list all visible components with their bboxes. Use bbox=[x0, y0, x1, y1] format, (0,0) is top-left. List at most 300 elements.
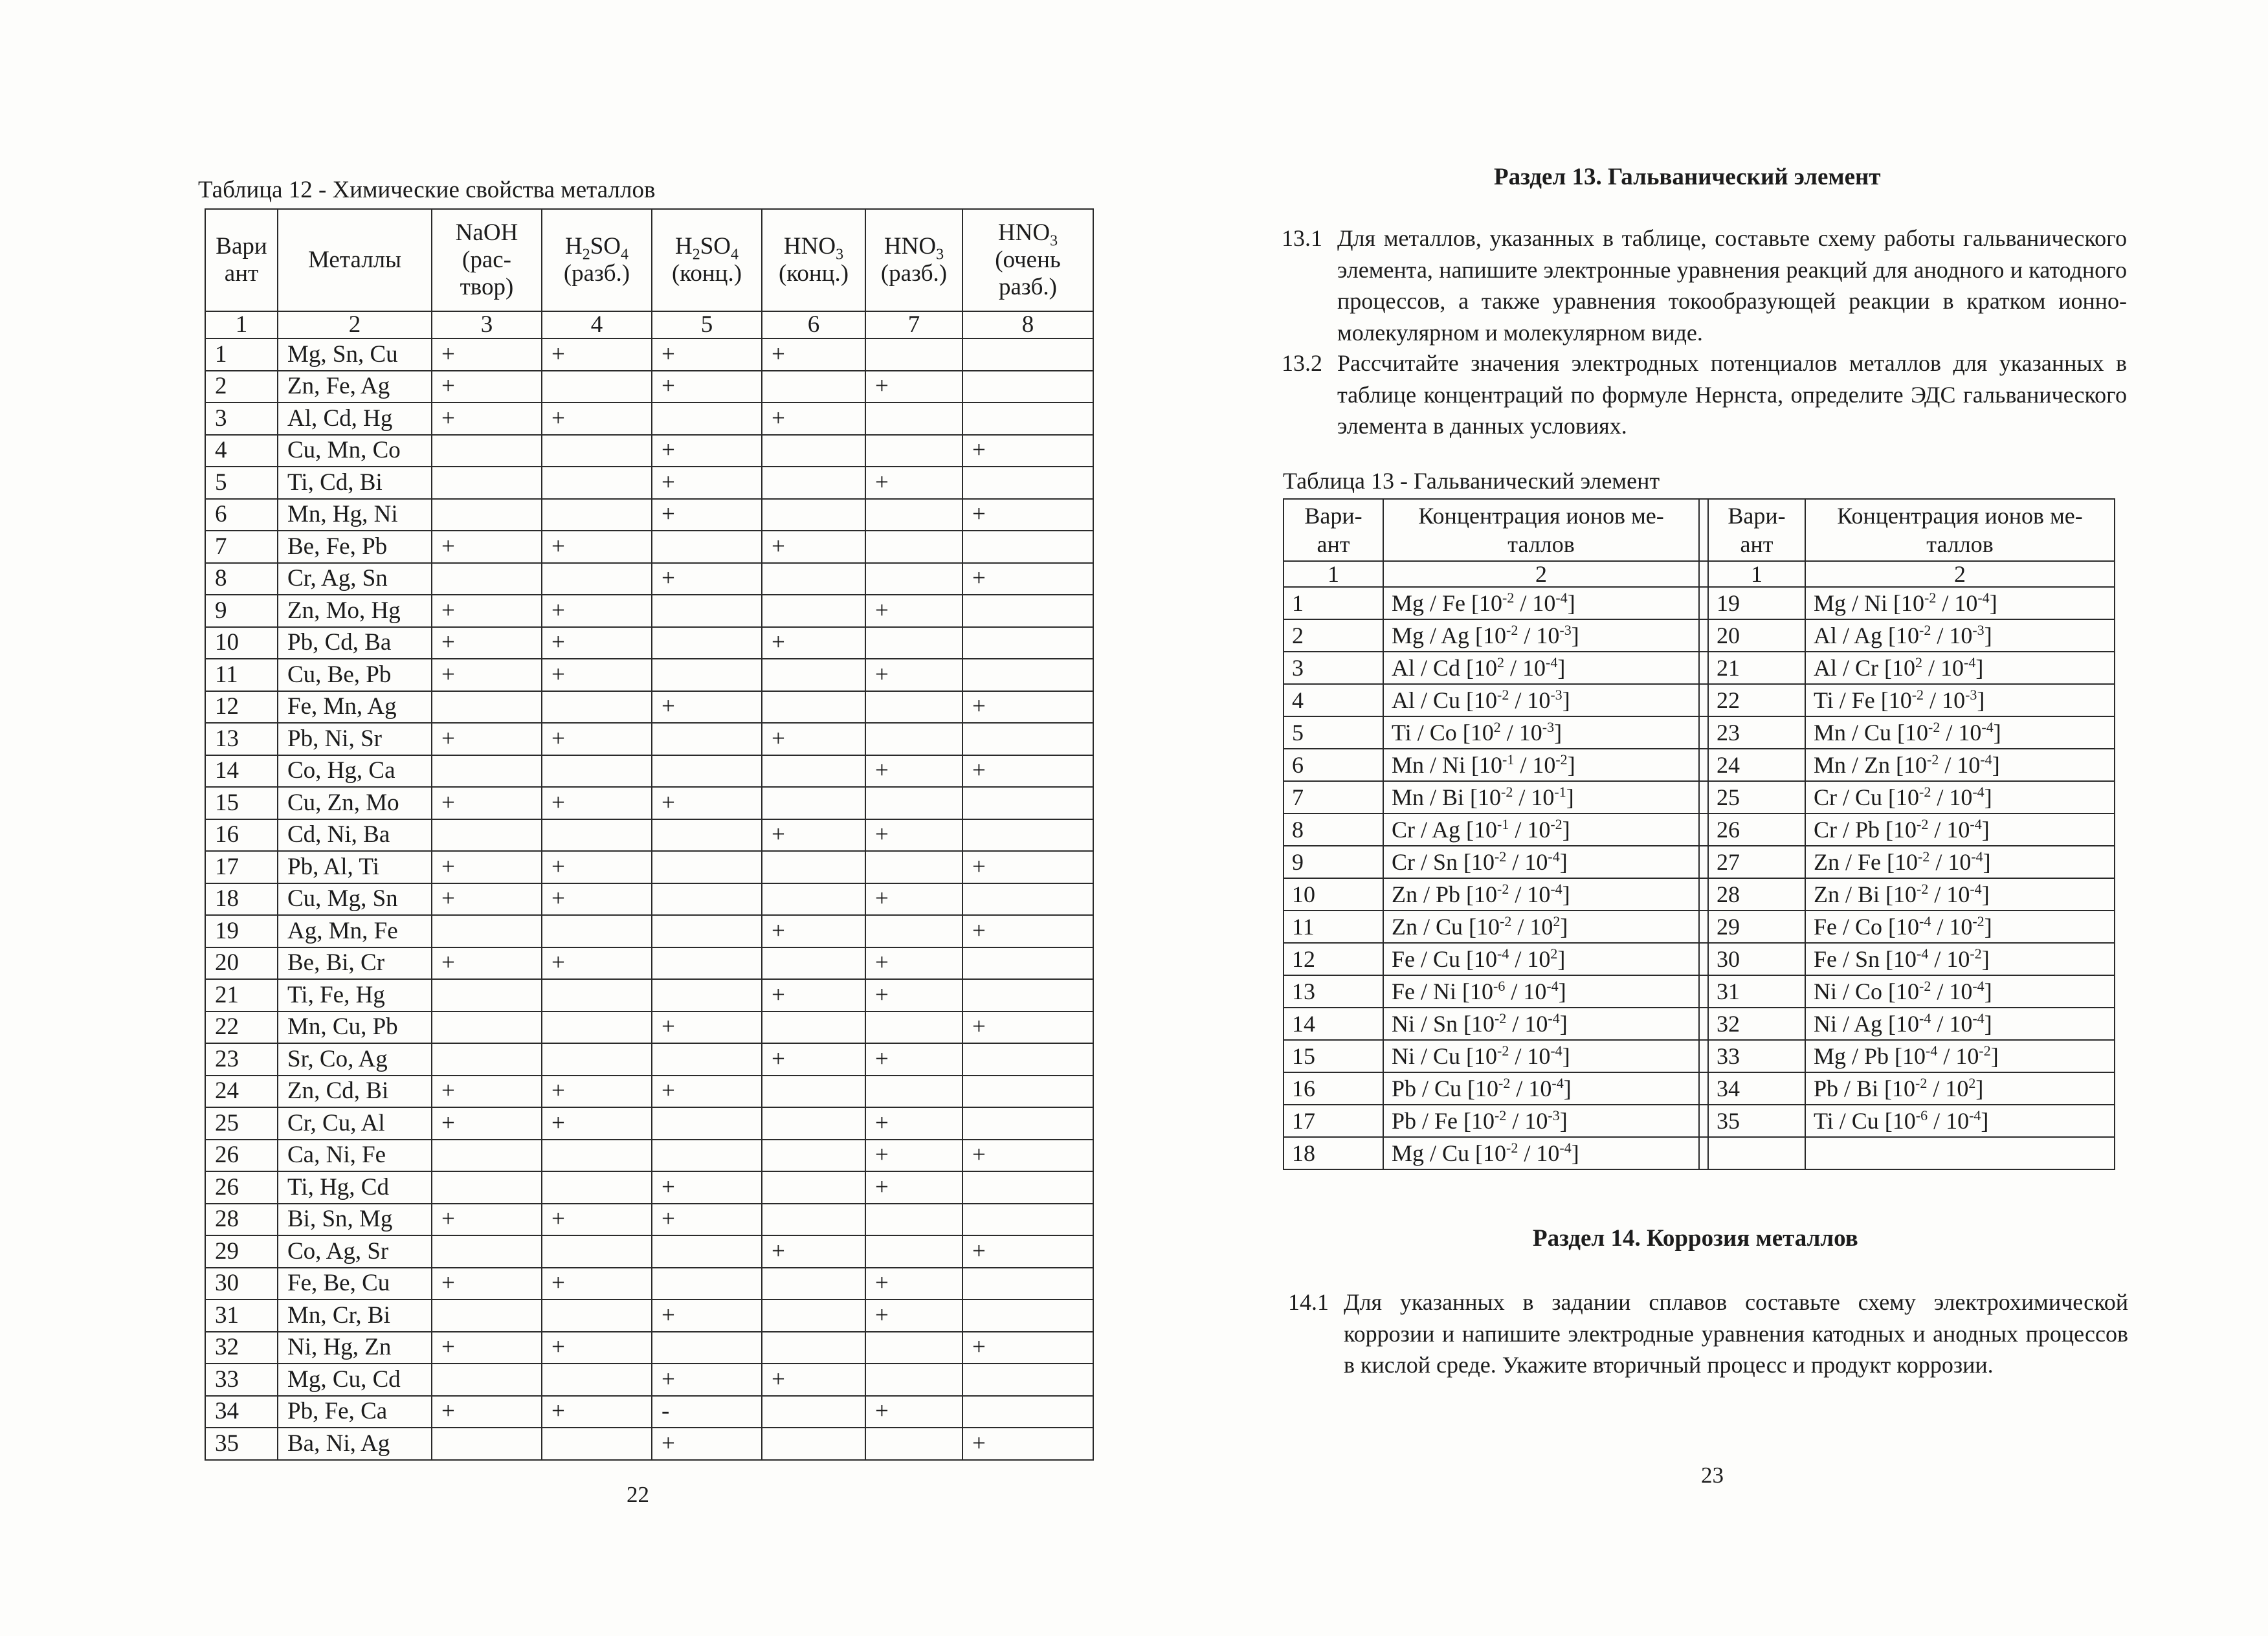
exponent-b: -3 bbox=[1965, 687, 1977, 703]
metal-pair: Zn / Bi bbox=[1814, 881, 1880, 907]
table-row bbox=[205, 338, 1093, 371]
concentration-cell: Ni / Cu $[10^{-2} / 10^{-4}]$ bbox=[1383, 1040, 1699, 1072]
gap-cell bbox=[1699, 813, 1708, 846]
mark-cell: + bbox=[432, 1204, 542, 1236]
exponent-b: -2 bbox=[1979, 1043, 1991, 1059]
mark-cell: + bbox=[432, 1332, 542, 1364]
metals-cell: Fe, Be, Cu bbox=[278, 1268, 432, 1300]
mark-cell: + bbox=[865, 1268, 962, 1300]
metal-pair: Pb / Fe bbox=[1392, 1108, 1458, 1134]
metals-cell: Ti, Hg, Cd bbox=[278, 1171, 432, 1204]
mark-cell bbox=[432, 1235, 542, 1268]
mark-cell bbox=[432, 979, 542, 1011]
exponent-a: -2 bbox=[1928, 719, 1940, 735]
mark-cell: + bbox=[652, 338, 762, 371]
mark-cell bbox=[865, 563, 962, 595]
table-row bbox=[1284, 813, 2115, 846]
metals-cell: Fe, Mn, Ag bbox=[278, 691, 432, 724]
metals-cell: Mg, Cu, Cd bbox=[278, 1364, 432, 1396]
gap-cell bbox=[1699, 652, 1708, 684]
exponent-b: -4 bbox=[1972, 1010, 1984, 1026]
metals-cell: Mn, Cu, Pb bbox=[278, 1011, 432, 1044]
metal-pair: Al / Cr bbox=[1814, 655, 1879, 681]
mark-cell: + bbox=[962, 915, 1093, 947]
variant-cell: 24 bbox=[1708, 749, 1805, 781]
concentration-cell: Cr / Pb $[10^{-2} / 10^{-4}]$ bbox=[1805, 813, 2115, 846]
mark-cell bbox=[762, 435, 865, 467]
metal-pair: Ni / Ag bbox=[1814, 1011, 1883, 1037]
exponent-b: -4 bbox=[1548, 1010, 1560, 1026]
mark-cell: + bbox=[432, 787, 542, 819]
concentration-cell: Mg / Ni $[10^{-2} / 10^{-4}]$ bbox=[1805, 587, 2115, 619]
mark-cell bbox=[652, 627, 762, 659]
mark-cell bbox=[962, 1076, 1093, 1108]
mark-cell bbox=[962, 371, 1093, 403]
exponent-a: -2 bbox=[1915, 1075, 1928, 1091]
mark-cell bbox=[432, 755, 542, 788]
mark-cell bbox=[542, 1364, 652, 1396]
mark-cell bbox=[652, 947, 762, 980]
mark-cell: + bbox=[432, 531, 542, 563]
mark-cell bbox=[762, 1171, 865, 1204]
mark-cell bbox=[762, 947, 865, 980]
table-row bbox=[205, 1171, 1093, 1204]
header-hno3-conc: $HNO_3$ (конц.) bbox=[762, 209, 865, 311]
mark-cell bbox=[762, 499, 865, 531]
mark-cell: + bbox=[762, 531, 865, 563]
exponent-a: -4 bbox=[1926, 1043, 1938, 1059]
exponent-a: 2 bbox=[1915, 654, 1923, 670]
metal-pair: Al / Ag bbox=[1814, 623, 1883, 648]
exponent-a: -2 bbox=[1919, 978, 1931, 994]
metal-pair: Mn / Ni bbox=[1392, 752, 1466, 778]
variant-cell: 7 bbox=[205, 531, 278, 563]
exponent-b: -4 bbox=[1964, 654, 1976, 670]
gap-cell bbox=[1699, 619, 1708, 652]
mark-cell bbox=[652, 819, 762, 852]
mark-cell: + bbox=[652, 1364, 762, 1396]
metal-pair: Mg / Cu bbox=[1392, 1140, 1470, 1166]
mark-cell: + bbox=[865, 1171, 962, 1204]
exponent-a: -2 bbox=[1917, 816, 1929, 832]
metals-cell: Pb, Fe, Ca bbox=[278, 1396, 432, 1428]
mark-cell: + bbox=[542, 723, 652, 755]
variant-cell: 11 bbox=[1284, 911, 1383, 943]
mark-cell bbox=[432, 819, 542, 852]
table-row bbox=[205, 851, 1093, 883]
metal-pair: Fe / Co bbox=[1814, 914, 1883, 940]
mark-cell bbox=[865, 1011, 962, 1044]
mark-cell: + bbox=[962, 755, 1093, 788]
mark-cell: + bbox=[652, 371, 762, 403]
mark-cell bbox=[865, 338, 962, 371]
mark-cell: + bbox=[762, 1043, 865, 1076]
variant-cell: 29 bbox=[205, 1235, 278, 1268]
section13-title: Раздел 13. Гальванический элемент bbox=[1494, 164, 1881, 190]
mark-cell: + bbox=[762, 338, 865, 371]
gap-cell bbox=[1699, 749, 1708, 781]
mark-cell bbox=[865, 787, 962, 819]
metals-cell: Mn, Hg, Ni bbox=[278, 499, 432, 531]
mark-cell: + bbox=[865, 947, 962, 980]
gap-cell bbox=[1699, 716, 1708, 749]
variant-cell: 18 bbox=[1284, 1137, 1383, 1169]
mark-cell bbox=[652, 851, 762, 883]
table-row bbox=[1284, 749, 2115, 781]
variant-cell: 25 bbox=[205, 1107, 278, 1140]
mark-cell bbox=[432, 435, 542, 467]
table-row bbox=[1284, 943, 2115, 975]
metal-pair: Mg / Ni bbox=[1814, 590, 1888, 616]
mark-cell bbox=[762, 595, 865, 627]
column-number: 1 bbox=[205, 311, 278, 338]
mark-cell bbox=[652, 1140, 762, 1172]
gap-cell bbox=[1699, 1072, 1708, 1105]
concentration-cell: Ti / Fe $[10^{-2} / 10^{-3}]$ bbox=[1805, 684, 2115, 716]
mark-cell bbox=[432, 1011, 542, 1044]
mark-cell: + bbox=[652, 435, 762, 467]
table-row bbox=[205, 1140, 1093, 1172]
mark-cell: + bbox=[962, 499, 1093, 531]
mark-cell bbox=[652, 1107, 762, 1140]
variant-cell: 34 bbox=[1708, 1072, 1805, 1105]
concentration-cell: Mg / Fe $[10^{-2} / 10^{-4}]$ bbox=[1383, 587, 1699, 619]
gap-cell bbox=[1699, 561, 1708, 587]
table-row bbox=[1284, 911, 2115, 943]
mark-cell bbox=[962, 1299, 1093, 1332]
variant-cell: 19 bbox=[1708, 587, 1805, 619]
variant-cell: 33 bbox=[1708, 1040, 1805, 1072]
column-number: 8 bbox=[962, 311, 1093, 338]
metal-pair: Ti / Co bbox=[1392, 720, 1457, 746]
table-row bbox=[1284, 652, 2115, 684]
metals-cell: Be, Fe, Pb bbox=[278, 531, 432, 563]
mark-cell: + bbox=[432, 1268, 542, 1300]
mark-cell bbox=[652, 403, 762, 435]
page-number-right: 23 bbox=[1701, 1463, 1724, 1488]
metal-pair: Zn / Cu bbox=[1392, 914, 1463, 940]
gap-cell bbox=[1699, 1105, 1708, 1137]
mark-cell bbox=[432, 467, 542, 499]
metal-pair: Ti / Fe bbox=[1814, 687, 1875, 713]
table-row bbox=[205, 403, 1093, 435]
mark-cell bbox=[542, 1235, 652, 1268]
metal-pair: Mg / Pb bbox=[1814, 1043, 1889, 1069]
mark-cell bbox=[962, 1204, 1093, 1236]
metals-cell: Cu, Be, Pb bbox=[278, 659, 432, 691]
exponent-b: -2 bbox=[1555, 751, 1568, 768]
table-row bbox=[205, 1043, 1093, 1076]
exponent-b: -4 bbox=[1551, 1075, 1564, 1091]
column-number: 2 bbox=[278, 311, 432, 338]
metal-pair: Zn / Pb bbox=[1392, 881, 1461, 907]
task-13-1 bbox=[1282, 223, 2127, 348]
table13 bbox=[1283, 498, 2115, 1170]
metal-pair: Al / Cd bbox=[1392, 655, 1461, 681]
variant-cell: 35 bbox=[1708, 1105, 1805, 1137]
section14-title: Раздел 14. Коррозия металлов bbox=[1533, 1225, 1858, 1252]
exponent-b: -4 bbox=[1548, 848, 1560, 865]
mark-cell: + bbox=[542, 627, 652, 659]
mark-cell: + bbox=[542, 1396, 652, 1428]
metal-pair: Pb / Bi bbox=[1814, 1076, 1879, 1101]
variant-cell: 3 bbox=[1284, 652, 1383, 684]
mark-cell: + bbox=[962, 851, 1093, 883]
metals-cell: Cu, Mn, Co bbox=[278, 435, 432, 467]
metal-pair: Zn / Fe bbox=[1814, 849, 1881, 875]
variant-cell: 4 bbox=[205, 435, 278, 467]
mark-cell: + bbox=[865, 1107, 962, 1140]
metals-cell: Ag, Mn, Fe bbox=[278, 915, 432, 947]
header-variant: Вари ант bbox=[205, 209, 278, 311]
exponent-b: 2 bbox=[1553, 913, 1561, 929]
exponent-b: -4 bbox=[1555, 590, 1568, 606]
variant-cell: 30 bbox=[1708, 943, 1805, 975]
mark-cell bbox=[762, 755, 865, 788]
variant-cell: 32 bbox=[205, 1332, 278, 1364]
mark-cell: + bbox=[542, 1076, 652, 1108]
mark-cell: + bbox=[962, 1235, 1093, 1268]
exponent-a: -2 bbox=[1917, 881, 1929, 897]
mark-cell bbox=[962, 1268, 1093, 1300]
exponent-b: -4 bbox=[1980, 751, 1992, 768]
concentration-cell: Al / Cd $[10^2 / 10^{-4}]$ bbox=[1383, 652, 1699, 684]
metals-cell: Zn, Cd, Bi bbox=[278, 1076, 432, 1108]
mark-cell: + bbox=[432, 947, 542, 980]
metal-pair: Cr / Ag bbox=[1392, 817, 1461, 843]
gap-cell bbox=[1699, 943, 1708, 975]
table-row bbox=[1284, 716, 2115, 749]
table-row bbox=[1284, 846, 2115, 878]
metals-cell: Ti, Cd, Bi bbox=[278, 467, 432, 499]
metals-cell: Be, Bi, Cr bbox=[278, 947, 432, 980]
metals-cell: Pb, Cd, Ba bbox=[278, 627, 432, 659]
mark-cell: + bbox=[432, 883, 542, 916]
task-14-1-label: 14.1 bbox=[1288, 1289, 1329, 1315]
mark-cell: + bbox=[865, 883, 962, 916]
table-row bbox=[205, 1204, 1093, 1236]
header-variant-b: Вари- ант bbox=[1708, 499, 1805, 561]
variant-cell bbox=[1708, 1137, 1805, 1169]
mark-cell bbox=[542, 467, 652, 499]
mark-cell bbox=[542, 691, 652, 724]
mark-cell: + bbox=[652, 691, 762, 724]
mark-cell bbox=[865, 1428, 962, 1460]
table-row bbox=[205, 1011, 1093, 1044]
exponent-a: -4 bbox=[1919, 1010, 1931, 1026]
metals-cell: Ca, Ni, Fe bbox=[278, 1140, 432, 1172]
table-row bbox=[205, 1428, 1093, 1460]
metals-cell: Cu, Zn, Mo bbox=[278, 787, 432, 819]
variant-cell: 31 bbox=[1708, 975, 1805, 1008]
metals-cell: Cr, Cu, Al bbox=[278, 1107, 432, 1140]
variant-cell: 28 bbox=[205, 1204, 278, 1236]
mark-cell bbox=[865, 499, 962, 531]
mark-cell: + bbox=[865, 467, 962, 499]
table-row bbox=[205, 435, 1093, 467]
mark-cell: + bbox=[432, 371, 542, 403]
mark-cell: + bbox=[762, 979, 865, 1011]
metal-pair: Fe / Sn bbox=[1814, 946, 1880, 972]
mark-cell bbox=[962, 723, 1093, 755]
exponent-b: -4 bbox=[1972, 784, 1984, 800]
exponent-a: -2 bbox=[1497, 1043, 1509, 1059]
variant-cell: 2 bbox=[205, 371, 278, 403]
task-13-1-text: Для металлов, указанных в таблице, составьте схему работы гальванического элемента, напишите электронные уравнения реакций для анодного и катодного процессов, а также уравнения токообразующей реакции в кратком ионно-молекулярном и молекулярном виде. bbox=[1337, 225, 2127, 346]
table-row bbox=[1284, 1040, 2115, 1072]
table-row bbox=[205, 1268, 1093, 1300]
variant-cell: 27 bbox=[1708, 846, 1805, 878]
variant-cell: 15 bbox=[1284, 1040, 1383, 1072]
header-naoh: NaOH (рас- твор) bbox=[432, 209, 542, 311]
mark-cell: + bbox=[432, 659, 542, 691]
concentration-cell: Ti / Cu $[10^{-6} / 10^{-4}]$ bbox=[1805, 1105, 2115, 1137]
concentration-cell: Mg / Cu $[10^{-2} / 10^{-4}]$ bbox=[1383, 1137, 1699, 1169]
table12 bbox=[205, 208, 1094, 1461]
mark-cell bbox=[762, 851, 865, 883]
column-number: 1 bbox=[1284, 561, 1383, 587]
exponent-b: -4 bbox=[1970, 881, 1982, 897]
header-h2so4-dil: $H_2SO_4$ (разб.) bbox=[542, 209, 652, 311]
exponent-a: -2 bbox=[1506, 1140, 1518, 1156]
variant-cell: 15 bbox=[205, 787, 278, 819]
concentration-cell: Zn / Pb $[10^{-2} / 10^{-4}]$ bbox=[1383, 878, 1699, 911]
mark-cell: + bbox=[652, 563, 762, 595]
header-variant-a: Вари- ант bbox=[1284, 499, 1383, 561]
mark-cell bbox=[762, 1332, 865, 1364]
metal-pair: Ni / Co bbox=[1814, 978, 1883, 1004]
exponent-a: -2 bbox=[1501, 784, 1513, 800]
concentration-cell: Pb / Fe $[10^{-2} / 10^{-3}]$ bbox=[1383, 1105, 1699, 1137]
mark-cell bbox=[652, 659, 762, 691]
table-row bbox=[205, 627, 1093, 659]
metal-pair: Pb / Cu bbox=[1392, 1076, 1462, 1101]
variant-cell: 34 bbox=[205, 1396, 278, 1428]
mark-cell: + bbox=[762, 627, 865, 659]
gap-cell bbox=[1699, 1040, 1708, 1072]
metals-cell: Mg, Sn, Cu bbox=[278, 338, 432, 371]
table-row bbox=[205, 915, 1093, 947]
concentration-cell: Ni / Ag $[10^{-4} / 10^{-4}]$ bbox=[1805, 1008, 2115, 1040]
table-row bbox=[1284, 878, 2115, 911]
concentration-cell: Fe / Cu $[10^{-4} / 10^2]$ bbox=[1383, 943, 1699, 975]
variant-cell: 17 bbox=[1284, 1105, 1383, 1137]
variant-cell: 23 bbox=[1708, 716, 1805, 749]
mark-cell: + bbox=[962, 1140, 1093, 1172]
variant-cell: 7 bbox=[1284, 781, 1383, 813]
task-14-1 bbox=[1288, 1287, 2128, 1381]
gap-cell bbox=[1699, 878, 1708, 911]
variant-cell: 26 bbox=[1708, 813, 1805, 846]
mark-cell: + bbox=[652, 1171, 762, 1204]
table-row bbox=[1284, 975, 2115, 1008]
mark-cell bbox=[762, 371, 865, 403]
mark-cell: + bbox=[865, 659, 962, 691]
mark-cell: + bbox=[962, 1428, 1093, 1460]
variant-cell: 5 bbox=[205, 467, 278, 499]
exponent-b: -3 bbox=[1559, 622, 1572, 638]
mark-cell bbox=[652, 915, 762, 947]
column-number: 3 bbox=[432, 311, 542, 338]
mark-cell bbox=[542, 979, 652, 1011]
metals-cell: Co, Hg, Ca bbox=[278, 755, 432, 788]
variant-cell: 17 bbox=[205, 851, 278, 883]
mark-cell: + bbox=[652, 499, 762, 531]
exponent-b: -3 bbox=[1542, 719, 1555, 735]
concentration-cell: Mn / Zn $[10^{-2} / 10^{-4}]$ bbox=[1805, 749, 2115, 781]
mark-cell bbox=[432, 499, 542, 531]
mark-cell bbox=[542, 1428, 652, 1460]
mark-cell: + bbox=[542, 883, 652, 916]
mark-cell bbox=[542, 1171, 652, 1204]
exponent-b: -4 bbox=[1981, 719, 1994, 735]
mark-cell: + bbox=[652, 1428, 762, 1460]
mark-cell: + bbox=[962, 435, 1093, 467]
table-row bbox=[205, 1364, 1093, 1396]
mark-cell: + bbox=[865, 371, 962, 403]
mark-cell bbox=[652, 1043, 762, 1076]
mark-cell bbox=[865, 1204, 962, 1236]
concentration-cell: Mg / Ag $[10^{-2} / 10^{-3}]$ bbox=[1383, 619, 1699, 652]
table-row bbox=[1284, 1105, 2115, 1137]
concentration-cell: Mn / Cu $[10^{-2} / 10^{-4}]$ bbox=[1805, 716, 2115, 749]
table-row bbox=[205, 563, 1093, 595]
exponent-b: -4 bbox=[1972, 978, 1984, 994]
mark-cell bbox=[762, 1428, 865, 1460]
exponent-a: -2 bbox=[1911, 687, 1924, 703]
mark-cell bbox=[652, 531, 762, 563]
mark-cell bbox=[962, 1171, 1093, 1204]
exponent-b: -4 bbox=[1969, 1107, 1981, 1123]
exponent-a: -2 bbox=[1495, 848, 1507, 865]
concentration-cell: Zn / Cu $[10^{-2} / 10^2]$ bbox=[1383, 911, 1699, 943]
metals-cell: Cr, Ag, Sn bbox=[278, 563, 432, 595]
mark-cell bbox=[962, 595, 1093, 627]
table-row bbox=[205, 755, 1093, 788]
exponent-a: -2 bbox=[1495, 1107, 1507, 1123]
variant-cell: 6 bbox=[1284, 749, 1383, 781]
gap-cell bbox=[1699, 846, 1708, 878]
table-row bbox=[205, 371, 1093, 403]
variant-cell: 3 bbox=[205, 403, 278, 435]
exponent-b: -3 bbox=[1550, 687, 1562, 703]
mark-cell: + bbox=[865, 979, 962, 1011]
exponent-a: -2 bbox=[1924, 590, 1937, 606]
variant-cell: 25 bbox=[1708, 781, 1805, 813]
mark-cell bbox=[865, 435, 962, 467]
concentration-cell: Cr / Ag $[10^{-1} / 10^{-2}]$ bbox=[1383, 813, 1699, 846]
mark-cell bbox=[865, 851, 962, 883]
table12-column-numbers bbox=[205, 311, 1093, 338]
mark-cell: + bbox=[432, 1396, 542, 1428]
variant-cell: 22 bbox=[1708, 684, 1805, 716]
mark-cell bbox=[762, 659, 865, 691]
mark-cell: + bbox=[432, 851, 542, 883]
mark-cell: + bbox=[652, 467, 762, 499]
variant-cell: 6 bbox=[205, 499, 278, 531]
metals-cell: Cu, Mg, Sn bbox=[278, 883, 432, 916]
exponent-b: -2 bbox=[1972, 913, 1984, 929]
table-row bbox=[205, 659, 1093, 691]
metal-pair: Al / Cu bbox=[1392, 687, 1461, 713]
metals-cell: Ba, Ni, Ag bbox=[278, 1428, 432, 1460]
metal-pair: Cr / Sn bbox=[1392, 849, 1458, 875]
exponent-a: -4 bbox=[1919, 913, 1931, 929]
mark-cell: + bbox=[962, 1011, 1093, 1044]
mark-cell bbox=[962, 467, 1093, 499]
mark-cell bbox=[432, 691, 542, 724]
exponent-b: -2 bbox=[1550, 816, 1562, 832]
